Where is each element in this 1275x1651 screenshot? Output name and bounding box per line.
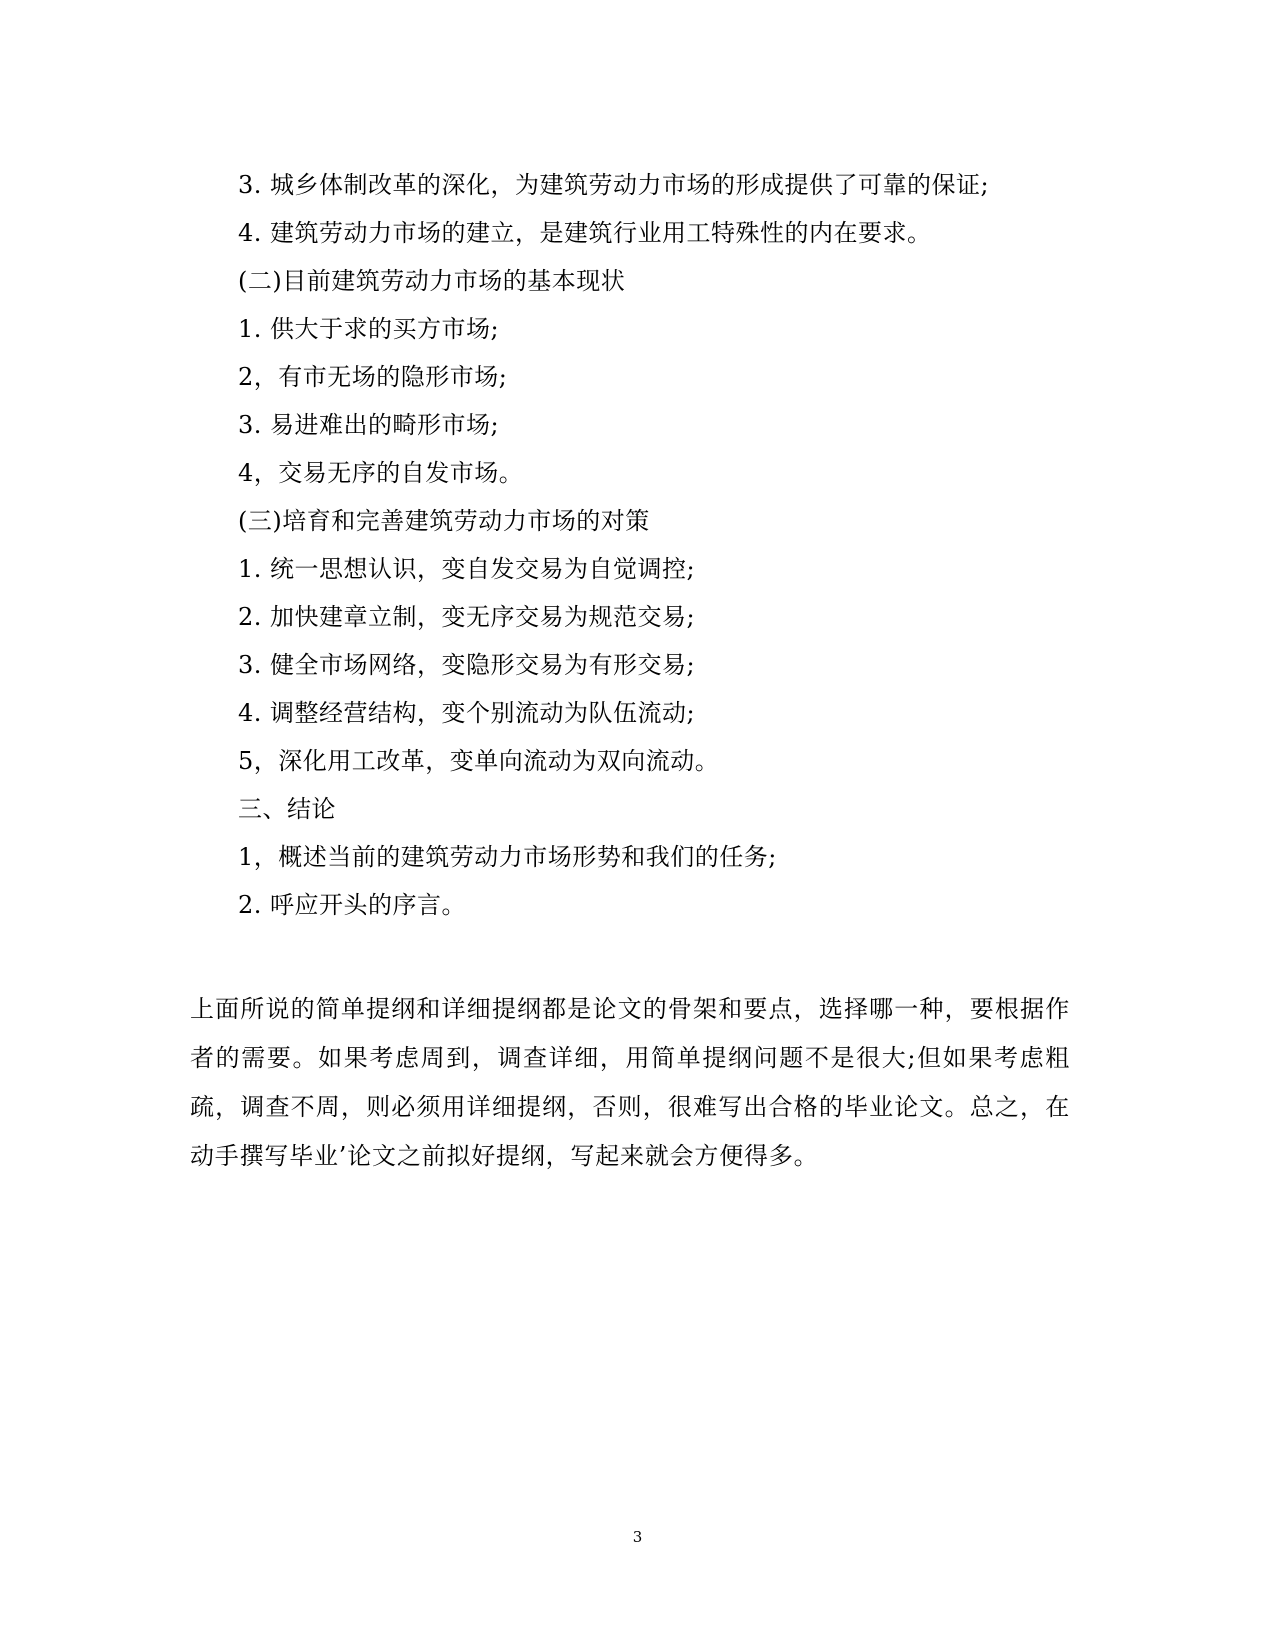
outline-item: 1，概述当前的建筑劳动力市场形势和我们的任务; bbox=[238, 843, 777, 871]
outline-item: 2. 呼应开头的序言。 bbox=[238, 891, 467, 919]
section-heading: 三、结论 bbox=[238, 795, 336, 823]
section-heading: (二)目前建筑劳动力市场的基本现状 bbox=[238, 267, 626, 295]
outline-item: 2，有市无场的隐形市场; bbox=[238, 363, 508, 391]
outline-item: 1. 统一思想认识，变自发交易为自觉调控; bbox=[238, 555, 696, 583]
outline-item: 4. 建筑劳动力市场的建立，是建筑行业用工特殊性的内在要求。 bbox=[238, 219, 932, 247]
outline-item: 1. 供大于求的买方市场; bbox=[238, 315, 500, 343]
summary-paragraph: 上面所说的简单提纲和详细提纲都是论文的骨架和要点，选择哪一种，要根据作者的需要。如果考虑周到，调查详细，用简单提纲问题不是很大;但如果考虑粗疏，调查不周，则必须用详细提纲，否则，很难写出合格的毕业论文。总之，在动手撰写毕业’论文之前拟好提纲，写起来就会方便得多。 bbox=[190, 995, 1070, 1170]
section-heading: (三)培育和完善建筑劳动力市场的对策 bbox=[238, 507, 650, 535]
page-number: 3 bbox=[632, 1528, 643, 1546]
outline-item: 3. 城乡体制改革的深化，为建筑劳动力市场的形成提供了可靠的保证; bbox=[238, 171, 990, 199]
outline-item: 3. 健全市场网络，变隐形交易为有形交易; bbox=[238, 651, 696, 679]
outline-item: 5，深化用工改革，变单向流动为双向流动。 bbox=[238, 747, 720, 775]
outline-item: 2. 加快建章立制，变无序交易为规范交易; bbox=[238, 603, 696, 631]
outline-item: 4. 调整经营结构，变个别流动为队伍流动; bbox=[238, 699, 696, 727]
outline-item: 3. 易进难出的畸形市场; bbox=[238, 411, 500, 439]
outline-item: 4，交易无序的自发市场。 bbox=[238, 459, 524, 487]
